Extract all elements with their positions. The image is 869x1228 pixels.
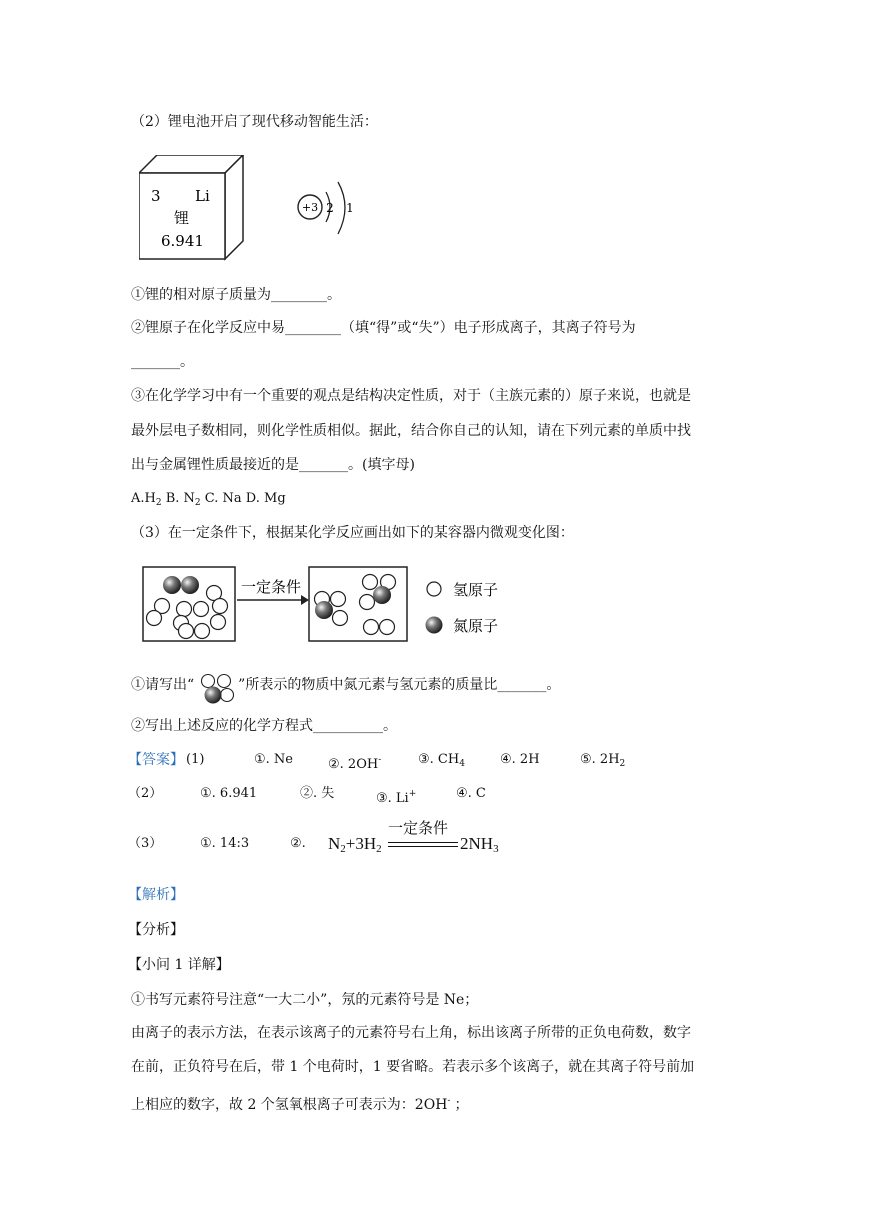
answer-label: 【答案】: [128, 752, 184, 768]
answer-3-1: ①. 14:3: [200, 836, 250, 851]
answer-1-4: ④. 2H: [500, 752, 540, 767]
analysis-p2-line3: 上相应的数字，故 2 个氢氧根离子可表示为：2OH- ；: [131, 1096, 469, 1113]
q2-item1: ①锂的相对原子质量为________。: [131, 287, 341, 303]
option-cd: C. Na D. Mg: [200, 491, 286, 506]
lithium-element-card: [139, 155, 245, 261]
q3-item1: [131, 675, 560, 701]
answer-row1: [128, 750, 828, 770]
legend-nitrogen-atom: [426, 617, 443, 634]
micro-change-diagram: [141, 565, 521, 645]
answer-1-2: ②. 2OH-: [328, 755, 382, 772]
eq-left: $N_2+3H_2$: [328, 834, 382, 855]
analysis-p2-line1: 由离子的表示方法，在表示该离子的元素符号右上角，标出该离子所带的正负电荷数，数字: [131, 1025, 691, 1041]
element-number: 3: [151, 187, 161, 205]
q2-item2-line2: _______。: [131, 354, 194, 370]
answer-1-3: ③. $CH_4$: [418, 752, 465, 769]
answer-2-2: ②. 失: [300, 786, 335, 801]
analysis-fenxi: 【分析】: [128, 922, 184, 938]
eq-condition: 一定条件: [388, 821, 449, 837]
element-name: 锂: [174, 209, 190, 227]
legend-nitrogen-label: 氮原子: [453, 617, 499, 635]
analysis-label: 【解析】: [128, 887, 184, 903]
reaction-condition-label: 一定条件: [240, 578, 302, 596]
answer-1-num: (1): [186, 752, 205, 767]
element-mass: 6.941: [161, 232, 204, 250]
shell-2-electrons: 1: [346, 201, 354, 215]
q2-item3-line1: ③在化学学习中有一个重要的观点是结构决定性质，对于（主族元素的）原子来说，也就是: [131, 388, 691, 404]
q2-item3-line3: 出与金属锂性质最接近的是_______。(填字母): [131, 457, 415, 473]
answer-2-3: ③. Li+: [376, 789, 417, 806]
q2-item3-line2: 最外层电子数相同，则化学性质相似。据此，结合你自己的认知，请在下列元素的单质中找: [131, 423, 691, 439]
q3-item1-end: ”所表示的物质中氮元素与氢元素的质量比_______。: [238, 677, 561, 693]
q2-item2-line1: ②锂原子在化学反应中易________（填“得”或“失”）电子形成离子，其离子符号为: [131, 320, 636, 336]
eq-double-bar: [388, 842, 458, 847]
q2-heading: （2）锂电池开启了现代移动智能生活：: [131, 114, 378, 130]
q3-heading: （3）在一定条件下，根据某化学反应画出如下的某容器内微观变化图：: [131, 525, 574, 541]
option-a-sub: 2: [155, 498, 162, 508]
nucleus-charge: +3: [301, 201, 319, 214]
analysis-subq1: 【小问 1 详解】: [128, 957, 230, 973]
answer-3-num: （3）: [128, 836, 163, 851]
option-b-sub: 2: [194, 498, 201, 508]
lithium-atom-structure: [294, 172, 366, 244]
legend-hydrogen-label: 氢原子: [453, 581, 499, 599]
answer-2-num: （2）: [128, 786, 163, 801]
answer-2-1: ①. 6.941: [200, 786, 258, 801]
analysis-p1: ①书写元素符号注意“一大二小”，氖的元素符号是 Ne；: [131, 992, 479, 1008]
q2-options: [131, 489, 286, 513]
option-b: B. N: [161, 491, 195, 506]
option-a: A.H: [131, 491, 156, 506]
element-symbol: Li: [195, 187, 210, 205]
legend-hydrogen-atom: [427, 582, 441, 596]
answer-2-4: ④. C: [456, 786, 486, 801]
answer-1-1: ①. Ne: [254, 752, 293, 767]
q3-item1-start: ①请写出“: [131, 677, 195, 693]
answer-row2: [128, 784, 828, 804]
answer-1-5: ⑤. $2H_2$: [580, 752, 626, 769]
analysis-p2-line2: 在前，正负符号在后，带 1 个电荷时，1 要省略。若表示多个该离子，就在其离子符号前加: [131, 1059, 695, 1075]
shell-1-electrons: 2: [326, 201, 334, 215]
ammonia-molecule-icon: [194, 673, 238, 707]
q3-item2: ②写出上述反应的化学方程式__________。: [131, 718, 397, 734]
eq-right: $2NH_3$: [460, 834, 499, 855]
answer-3-2: ②.: [290, 836, 306, 851]
